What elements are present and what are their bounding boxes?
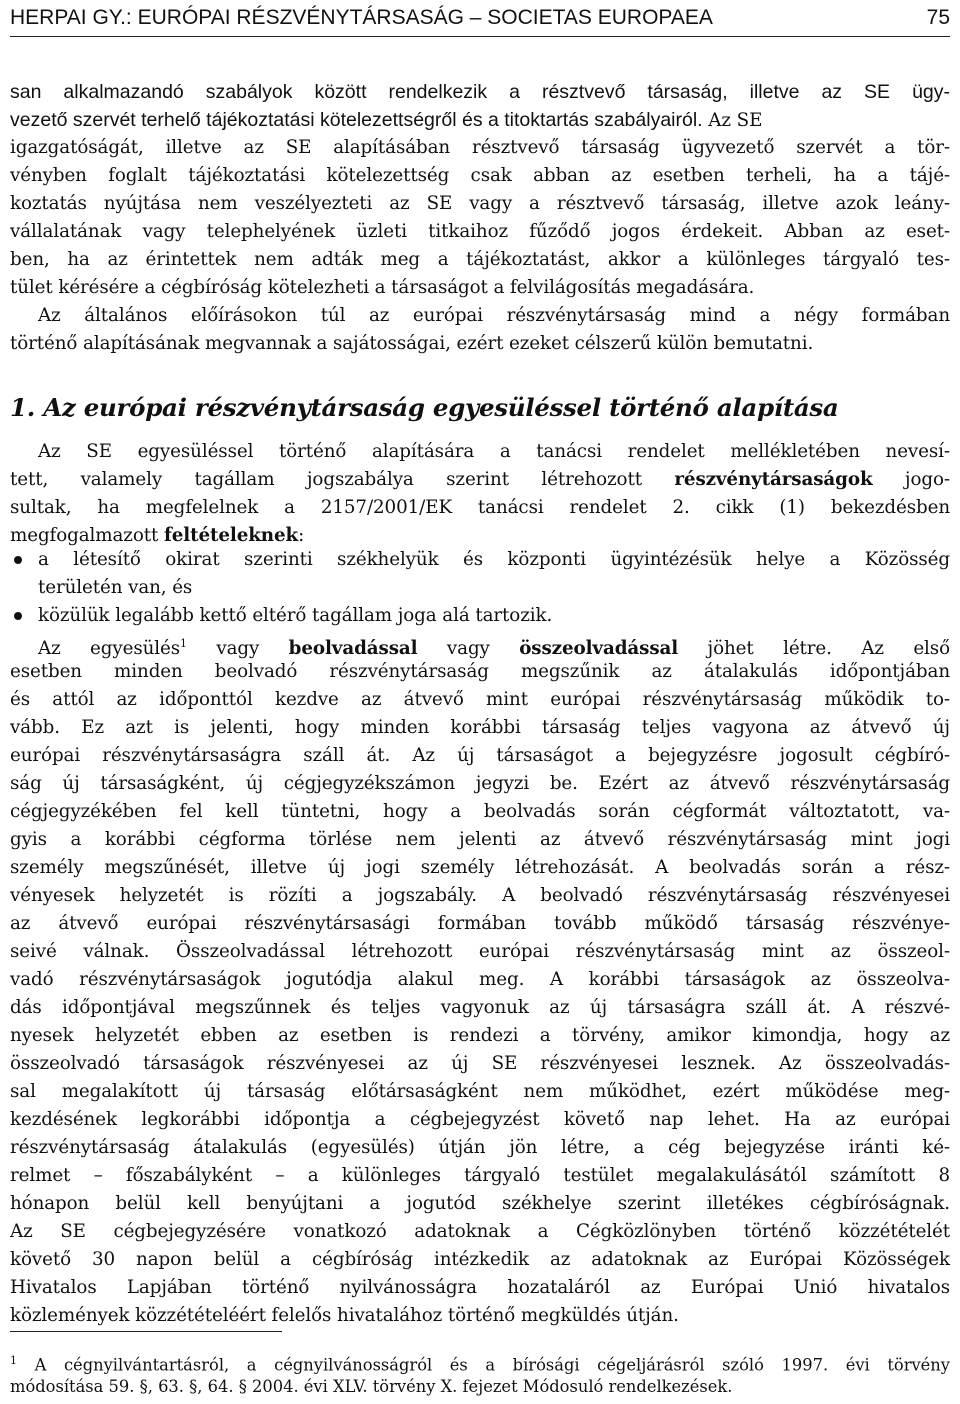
text-line: igazgatóságát, illetve az SE alapításában résztvevő társaság ügyvezető szervét a tör-	[10, 137, 950, 158]
text-line: san alkalmazandó szabályok között rendelkezik a résztvevő társaság, illetve az SE ügy-	[10, 81, 950, 103]
text-line: sultak, ha megfelelnek a 2157/2001/EK tanácsi rendelet 2. cikk (1) bekezdésben	[10, 497, 950, 518]
text-line: tület kérésére a cégbíróság kötelezheti a társaságot a felvilágosítás megadására.	[10, 277, 755, 298]
text-line: követő 30 napon belül a cégbíróság intézkedik az adatoknak az Európai Közösségek	[10, 1249, 950, 1270]
text-span: :	[298, 525, 305, 546]
text-span: Az egyesülés	[38, 638, 181, 659]
text-line: Az SE cégbejegyzésére vonatkozó adatoknak a Cégközlönyben történő közzétételét	[10, 1221, 950, 1242]
footnote-line: módosítása 59. §, 63. §, 64. § 2004. évi XLV. törvény X. fejezet Módosuló rendelkezések.	[10, 1377, 733, 1396]
text-span: jöhet létre. Az első	[678, 638, 950, 659]
text-span: Az SE	[702, 110, 763, 131]
text-line	[38, 630, 950, 658]
bold-term: beolvadással	[288, 638, 418, 659]
bullet-icon	[14, 612, 22, 620]
text-line: vényesek helyzetét is rözíti a jogszabály. A beolvadó részvénytársaság részvényesei	[10, 885, 950, 906]
list-item: közülük legalább kettő eltérő tagállam joga alá tartozik.	[38, 605, 553, 626]
text-line: és attól az időponttól kezdve az átvevő mint európai részvénytársaság működik to-	[10, 689, 950, 710]
text-line: vállalatának vagy telephelyének üzleti titkaihoz fűződő jogos érdekeit. Abban az eset-	[10, 221, 950, 242]
text-line: vadó részvénytársaságok jogutódja alakul meg. A korábbi társaságok az összeolva-	[10, 969, 950, 990]
footnote-marker: 1	[10, 1354, 17, 1367]
text-line: ben, ha az érintettek nem adták meg a tájékoztatást, akkor a különleges tárgyaló tes-	[10, 249, 950, 270]
bullet-icon	[14, 556, 22, 564]
text-span: jogo-	[872, 469, 950, 490]
text-line: történő alapításának megvannak a sajátosságai, ezért ezeket célszerű külön bemutatni.	[10, 333, 814, 354]
text-span: tett, valamely tagállam jogszabálya szerint létrehozott	[10, 469, 675, 490]
text-span: vagy	[186, 638, 289, 659]
list-item: területén van, és	[38, 577, 193, 598]
text-line: vább. Ez azt is jelenti, hogy minden korábbi társaság teljes vagyona az átvevő új	[10, 717, 950, 738]
text-line	[10, 106, 950, 134]
section-heading: 1. Az európai részvénytársaság egyesüléssel történő alapítása	[10, 393, 839, 422]
text-span: megfogalmazott	[10, 525, 164, 546]
text-line: koztatás nyújtása nem veszélyezteti az SE vagy a résztvevő társaság, illetve azok leány-	[10, 193, 950, 214]
text-span: vezető szervét terhelő tájékoztatási kötelezettségről és a titoktartás szabályairól.	[10, 109, 703, 131]
bold-term: részvénytársaságok	[674, 469, 873, 490]
bold-term: feltételeknek	[163, 525, 299, 546]
bold-term: összeolvadással	[519, 638, 679, 659]
running-header	[10, 2, 950, 37]
text-line: Hivatalos Lapjában történő nyilvánosságra hozataláról az Európai Unió hivatalos	[10, 1277, 950, 1298]
text-line: összeolvadó társaságok részvényesei az új SE részvényesei lesznek. Az összeolvadás-	[10, 1053, 950, 1074]
text-line	[10, 466, 950, 494]
page-number: 75	[926, 6, 950, 29]
text-line: nyesek helyzetét ebben az esetben is rendezi a törvény, amikor kimondja, hogy az	[10, 1025, 950, 1046]
text-line: dás időpontjával megszűnnek és teljes vagyonuk az új társaságra száll át. A részvé-	[10, 997, 950, 1018]
text-line: cégjegyzékében fel kell tüntetni, hogy a beolvadás során cégformát változtatott, va-	[10, 801, 950, 822]
list-item: a létesítő okirat szerinti székhelyük és központi ügyintézésük helye a Közösség	[38, 549, 950, 570]
text-line: vényben foglalt tájékoztatási kötelezettség csak abban az esetben terheli, ha a tájé-	[10, 165, 950, 186]
text-line: európai részvénytársaságra száll át. Az új társaságot a bejegyzésre jogosult cégbíró-	[10, 745, 950, 766]
text-line: részvénytársaság átalakulás (egyesülés) útján jön létre, a cég bejegyzése iránti ké-	[10, 1137, 950, 1158]
text-line: személy megszűnését, illetve új jogi személy létrehozását. A beolvadás során a rész-	[10, 857, 950, 878]
footnote-line	[10, 1348, 950, 1374]
text-line: esetben minden beolvadó részvénytársaság megszűnik az átalakulás időpontjában	[10, 661, 950, 682]
text-line: kezdésének legkorábbi időpontja a cégbejegyzést követő nap lehet. Ha az európai	[10, 1109, 950, 1130]
text-line: Az SE egyesüléssel történő alapítására a tanácsi rendelet mellékletében nevesí-	[38, 441, 950, 462]
text-line: sal megalakított új társaság előtársaságként nem működhet, ezért működése meg-	[10, 1081, 950, 1102]
text-span: vagy	[417, 638, 520, 659]
text-span: A cégnyilvántartásról, a cégnyilvánosságról és a bírósági cégeljárásról szóló 1997. évi törvény	[17, 1355, 950, 1375]
header-title: HERPAI GY.: EURÓPAI RÉSZVÉNYTÁRSASÁG – SOCIETAS EUROPAEA	[10, 6, 713, 29]
text-line: hónapon belül kell benyújtani a jogutód székhelye szerint illetékes cégbíróságnak.	[10, 1193, 950, 1214]
footnote-ref[interactable]: 1	[180, 637, 187, 650]
text-line: ság új társaságként, új cégjegyzékszámon jegyzi be. Ezért az átvevő részvénytársaság	[10, 773, 950, 794]
text-line: seivé válnak. Összeolvadással létrehozott európai részvénytársaság mint az összeol-	[10, 941, 950, 962]
text-line: közlemények közzétételéért felelős hivatalához történő megküldés útján.	[10, 1305, 679, 1326]
text-line: az átvevő európai részvénytársasági formában tovább működő társaság részvénye-	[10, 913, 950, 934]
footnote-divider	[10, 1331, 282, 1332]
text-line: relmet – főszabályként – a különleges tárgyaló testület megalakulásától számított 8	[10, 1165, 950, 1186]
text-line: Az általános előírásokon túl az európai részvénytársaság mind a négy formában	[38, 305, 950, 326]
text-line: gyis a korábbi cégforma törlése nem jelenti az átvevő részvénytársaság mint jogi	[10, 829, 950, 850]
